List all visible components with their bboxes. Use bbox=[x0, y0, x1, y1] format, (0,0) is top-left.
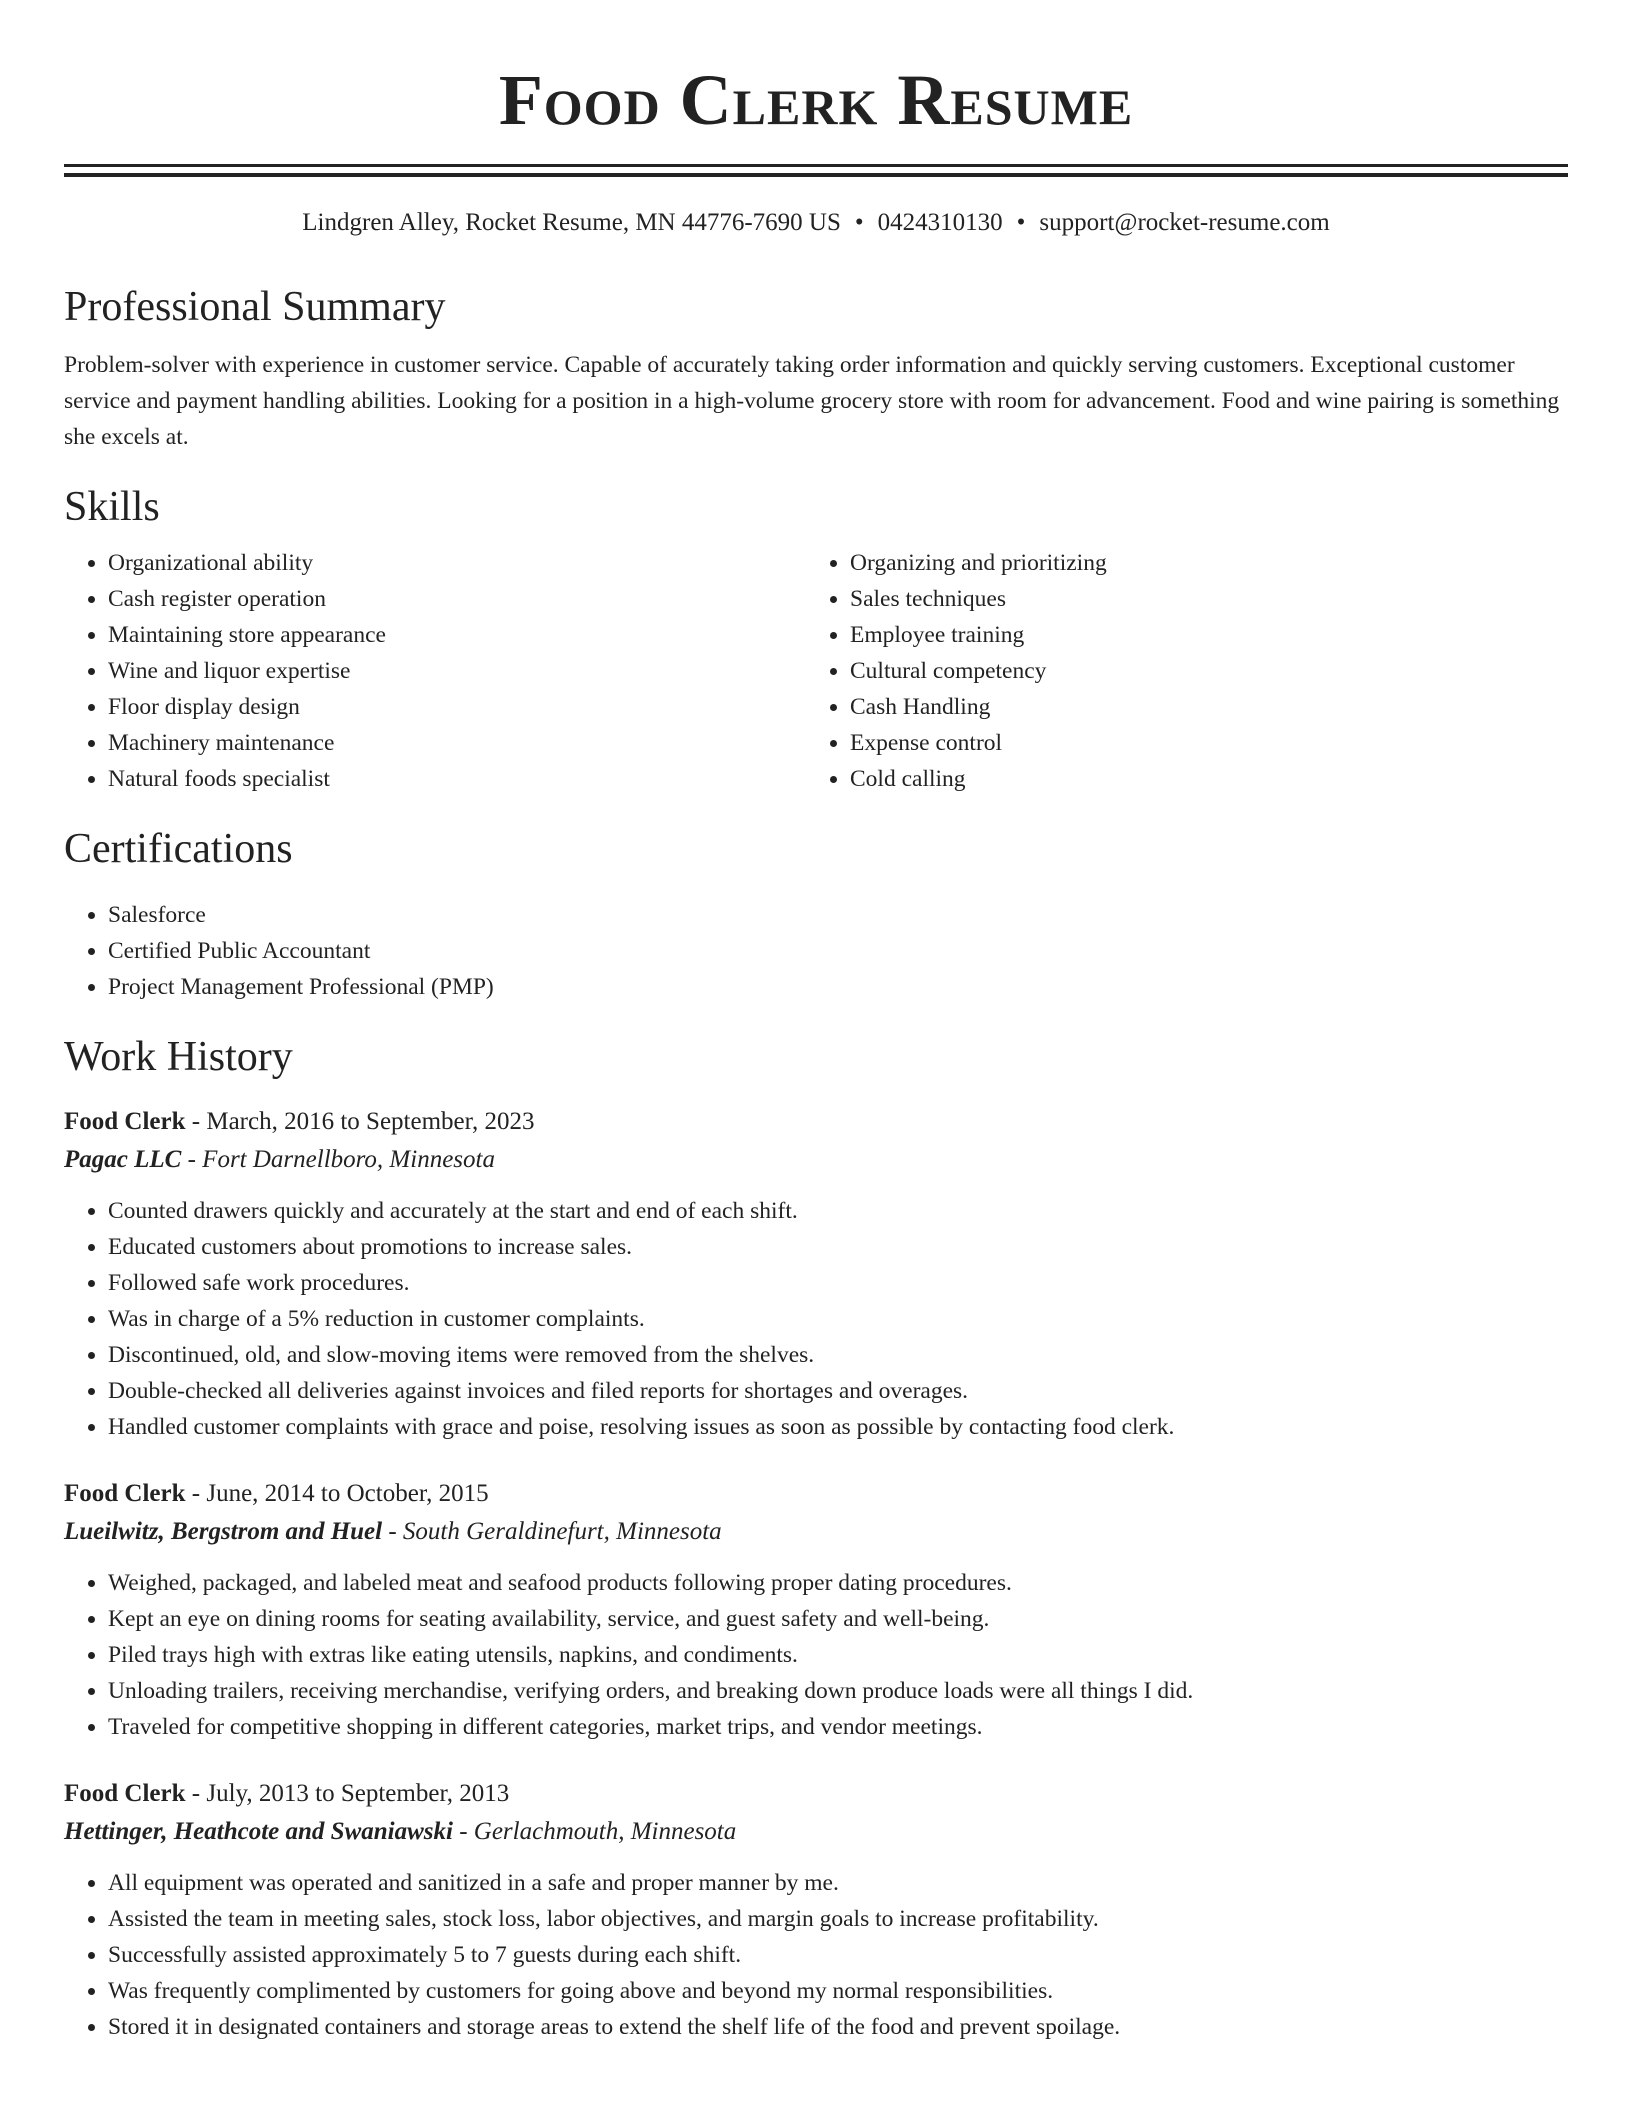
job-duty-item: • Discontinued, old, and slow-moving items were removed from the shelves. bbox=[108, 1337, 1568, 1373]
job-header bbox=[64, 1475, 1568, 1513]
skill-item: • Cash Handling bbox=[850, 689, 1548, 725]
contact-separator: • bbox=[1016, 209, 1026, 236]
skill-item: • Sales techniques bbox=[850, 581, 1548, 617]
skill-item: • Wine and liquor expertise bbox=[108, 653, 806, 689]
work-history-heading: Work History bbox=[64, 1034, 293, 1080]
skill-item: • Organizing and prioritizing bbox=[850, 545, 1548, 581]
skills-list-right bbox=[806, 545, 1548, 797]
contact-address: Lindgren Alley, Rocket Resume, MN 44776-7690 US bbox=[302, 209, 841, 236]
job-duty-item: • Traveled for competitive shopping in different categories, market trips, and vendor meetings. bbox=[108, 1709, 1568, 1745]
job-duties-list bbox=[64, 1565, 1568, 1745]
job-location: - South Geraldinefurt, Minnesota bbox=[382, 1518, 722, 1545]
skill-item: • Floor display design bbox=[108, 689, 806, 725]
skill-item: • Employee training bbox=[850, 617, 1548, 653]
job-duty-item: • Double-checked all deliveries against invoices and filed reports for shortages and overages. bbox=[108, 1373, 1568, 1409]
job-duty-item: • Weighed, packaged, and labeled meat and seafood products following proper dating procedures. bbox=[108, 1565, 1568, 1601]
job-duties-list bbox=[64, 1865, 1568, 2045]
job-duty-item: • Piled trays high with extras like eating utensils, napkins, and condiments. bbox=[108, 1637, 1568, 1673]
job-duty-item: • Was frequently complimented by customers for going above and beyond my normal responsibilities. bbox=[108, 1973, 1568, 2009]
job-entry bbox=[64, 1775, 1568, 2045]
certification-item: • Certified Public Accountant bbox=[108, 933, 1568, 969]
skill-item: • Cash register operation bbox=[108, 581, 806, 617]
skills-column-right bbox=[806, 545, 1548, 797]
certification-item: • Project Management Professional (PMP) bbox=[108, 969, 1568, 1005]
contact-phone: 0424310130 bbox=[877, 209, 1003, 236]
job-employer bbox=[64, 1813, 1568, 1851]
job-duty-item: • Was in charge of a 5% reduction in customer complaints. bbox=[108, 1301, 1568, 1337]
certification-item: • Salesforce bbox=[108, 897, 1568, 933]
job-duties-list bbox=[64, 1193, 1568, 1445]
job-dates: - July, 2013 to September, 2013 bbox=[185, 1780, 510, 1807]
job-title: Food Clerk bbox=[64, 1780, 186, 1807]
title-divider-top bbox=[64, 164, 1568, 167]
job-duty-item: • Educated customers about promotions to increase sales. bbox=[108, 1229, 1568, 1265]
skill-item: • Cultural competency bbox=[850, 653, 1548, 689]
job-company: Lueilwitz, Bergstrom and Huel bbox=[64, 1518, 383, 1545]
skills-grid bbox=[64, 545, 1568, 797]
skills-heading: Skills bbox=[64, 484, 160, 530]
contact-separator: • bbox=[854, 209, 864, 236]
job-dates: - June, 2014 to October, 2015 bbox=[185, 1480, 489, 1507]
contact-line bbox=[64, 205, 1568, 241]
job-duty-item: • Assisted the team in meeting sales, stock loss, labor objectives, and margin goals to increase profitability. bbox=[108, 1901, 1568, 1937]
job-employer bbox=[64, 1141, 1568, 1179]
summary-heading: Professional Summary bbox=[64, 284, 446, 330]
skills-column-left bbox=[64, 545, 806, 797]
certifications-heading: Certifications bbox=[64, 826, 293, 872]
contact-email: support@rocket-resume.com bbox=[1039, 209, 1330, 236]
job-location: - Gerlachmouth, Minnesota bbox=[452, 1818, 737, 1845]
job-company: Pagac LLC bbox=[64, 1146, 182, 1173]
job-dates: - March, 2016 to September, 2023 bbox=[185, 1108, 535, 1135]
job-location: - Fort Darnellboro, Minnesota bbox=[181, 1146, 495, 1173]
summary-text: Problem-solver with experience in customer service. Capable of accurately taking order information and quickly serving customers. Exceptional customer service and payment handling abilities. Looking for a position in a high-volume grocery store with room for advancement. Food and wine pairing is something she excels at. bbox=[64, 352, 1560, 450]
certifications-list bbox=[64, 897, 1568, 1005]
job-duty-item: • Followed safe work procedures. bbox=[108, 1265, 1568, 1301]
job-duty-item: • Unloading trailers, receiving merchandise, verifying orders, and breaking down produce loads were all things I did. bbox=[108, 1673, 1568, 1709]
skill-item: • Expense control bbox=[850, 725, 1548, 761]
skills-list-left bbox=[64, 545, 806, 797]
skill-item: • Natural foods specialist bbox=[108, 761, 806, 797]
job-duty-item: • Counted drawers quickly and accurately at the start and end of each shift. bbox=[108, 1193, 1568, 1229]
title-divider-bottom bbox=[64, 173, 1568, 177]
job-header bbox=[64, 1775, 1568, 1813]
skill-item: • Maintaining store appearance bbox=[108, 617, 806, 653]
job-entry bbox=[64, 1475, 1568, 1745]
job-employer bbox=[64, 1513, 1568, 1551]
job-duty-item: • All equipment was operated and sanitized in a safe and proper manner by me. bbox=[108, 1865, 1568, 1901]
job-title: Food Clerk bbox=[64, 1108, 186, 1135]
job-duty-item: • Kept an eye on dining rooms for seating availability, service, and guest safety and well-being. bbox=[108, 1601, 1568, 1637]
job-duty-item: • Stored it in designated containers and storage areas to extend the shelf life of the food and prevent spoilage. bbox=[108, 2009, 1568, 2045]
skill-item: • Cold calling bbox=[850, 761, 1548, 797]
job-title: Food Clerk bbox=[64, 1480, 186, 1507]
resume-title: Food Clerk Resume bbox=[498, 60, 1134, 140]
job-duty-item: • Handled customer complaints with grace and poise, resolving issues as soon as possible by contacting food clerk. bbox=[108, 1409, 1568, 1445]
job-entry bbox=[64, 1103, 1568, 1445]
skill-item: • Organizational ability bbox=[108, 545, 806, 581]
job-header bbox=[64, 1103, 1568, 1141]
job-duty-item: • Successfully assisted approximately 5 to 7 guests during each shift. bbox=[108, 1937, 1568, 1973]
job-company: Hettinger, Heathcote and Swaniawski bbox=[64, 1818, 453, 1845]
skill-item: • Machinery maintenance bbox=[108, 725, 806, 761]
